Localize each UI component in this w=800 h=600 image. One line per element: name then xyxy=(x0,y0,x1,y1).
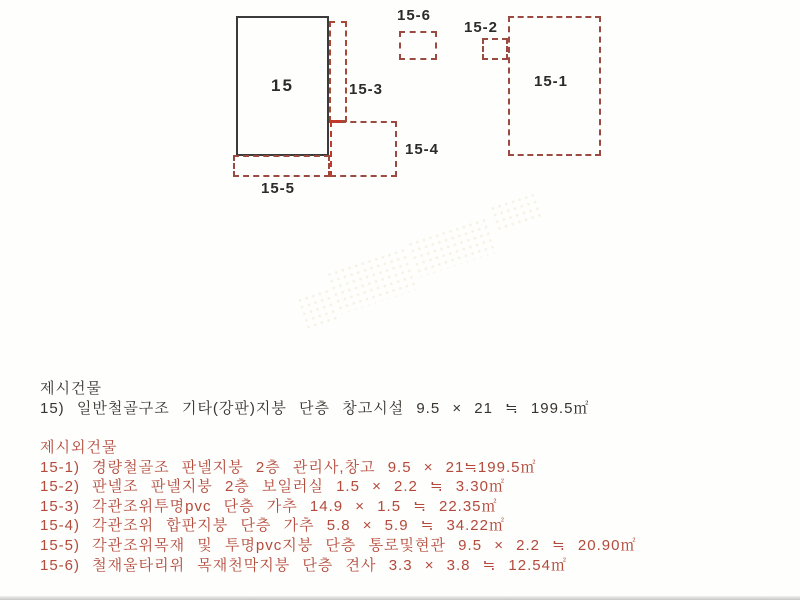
scan-edge-shadow xyxy=(0,596,800,600)
building-15-3-description: 15-3) 각관조위투명pvc 단층 가추 14.9 × 1.5 ≒ 22.35㎡ xyxy=(40,497,498,515)
building-15-1-description: 15-1) 경량철골조 판넬지붕 2층 관리사,창고 9.5 × 21≒199.5㎡ xyxy=(40,458,537,476)
building-15-6-label: 15-6 xyxy=(397,7,432,24)
building-15-5-label: 15-5 xyxy=(261,180,296,197)
building-15-2-description: 15-2) 판넬조 판넬지붕 2층 보일러실 1.5 × 2.2 ≒ 3.30㎡ xyxy=(40,478,505,496)
building-15-3-outline xyxy=(329,21,347,122)
presented-building-header: 제시건물 xyxy=(40,380,102,397)
building-15-6-outline xyxy=(399,31,437,60)
building-15-6-description: 15-6) 철재울타리위 목재천막지붕 단층 견사 3.3 × 3.8 ≒ 12.54㎡ xyxy=(40,556,567,574)
building-15-2-outline xyxy=(482,38,508,60)
faint-watermark-dots xyxy=(406,216,499,278)
building-15-1-label: 15-1 xyxy=(534,73,569,90)
building-15-2-label: 15-2 xyxy=(464,19,499,36)
building-15-4-outline xyxy=(330,121,397,177)
extra-building-section xyxy=(40,438,636,575)
building-15-5-outline xyxy=(233,155,330,177)
building-15-description: 15) 일반철골구조 기타(강판)지붕 단층 창고시설 9.5 × 21 ≒ 199.5㎡ xyxy=(40,400,590,417)
building-15-4-description: 15-4) 각관조위 합판지붕 단층 가추 5.8 × 5.9 ≒ 34.22㎡ xyxy=(40,517,505,535)
red-corner-tick xyxy=(329,120,341,123)
building-15-outline xyxy=(236,16,329,156)
building-15-label: 15 xyxy=(271,76,294,95)
building-15-3-label: 15-3 xyxy=(349,81,384,98)
faint-watermark-dots xyxy=(325,246,420,315)
site-plan-diagram xyxy=(0,0,800,220)
building-15-4-label: 15-4 xyxy=(405,141,440,158)
extra-building-header: 제시외건물 xyxy=(40,439,118,456)
presented-building-section xyxy=(40,379,589,419)
building-15-5-description: 15-5) 각관조위목재 및 투명pvc지붕 단층 통로및현관 9.5 × 2.2 ≒ 20.90㎡ xyxy=(40,536,637,554)
